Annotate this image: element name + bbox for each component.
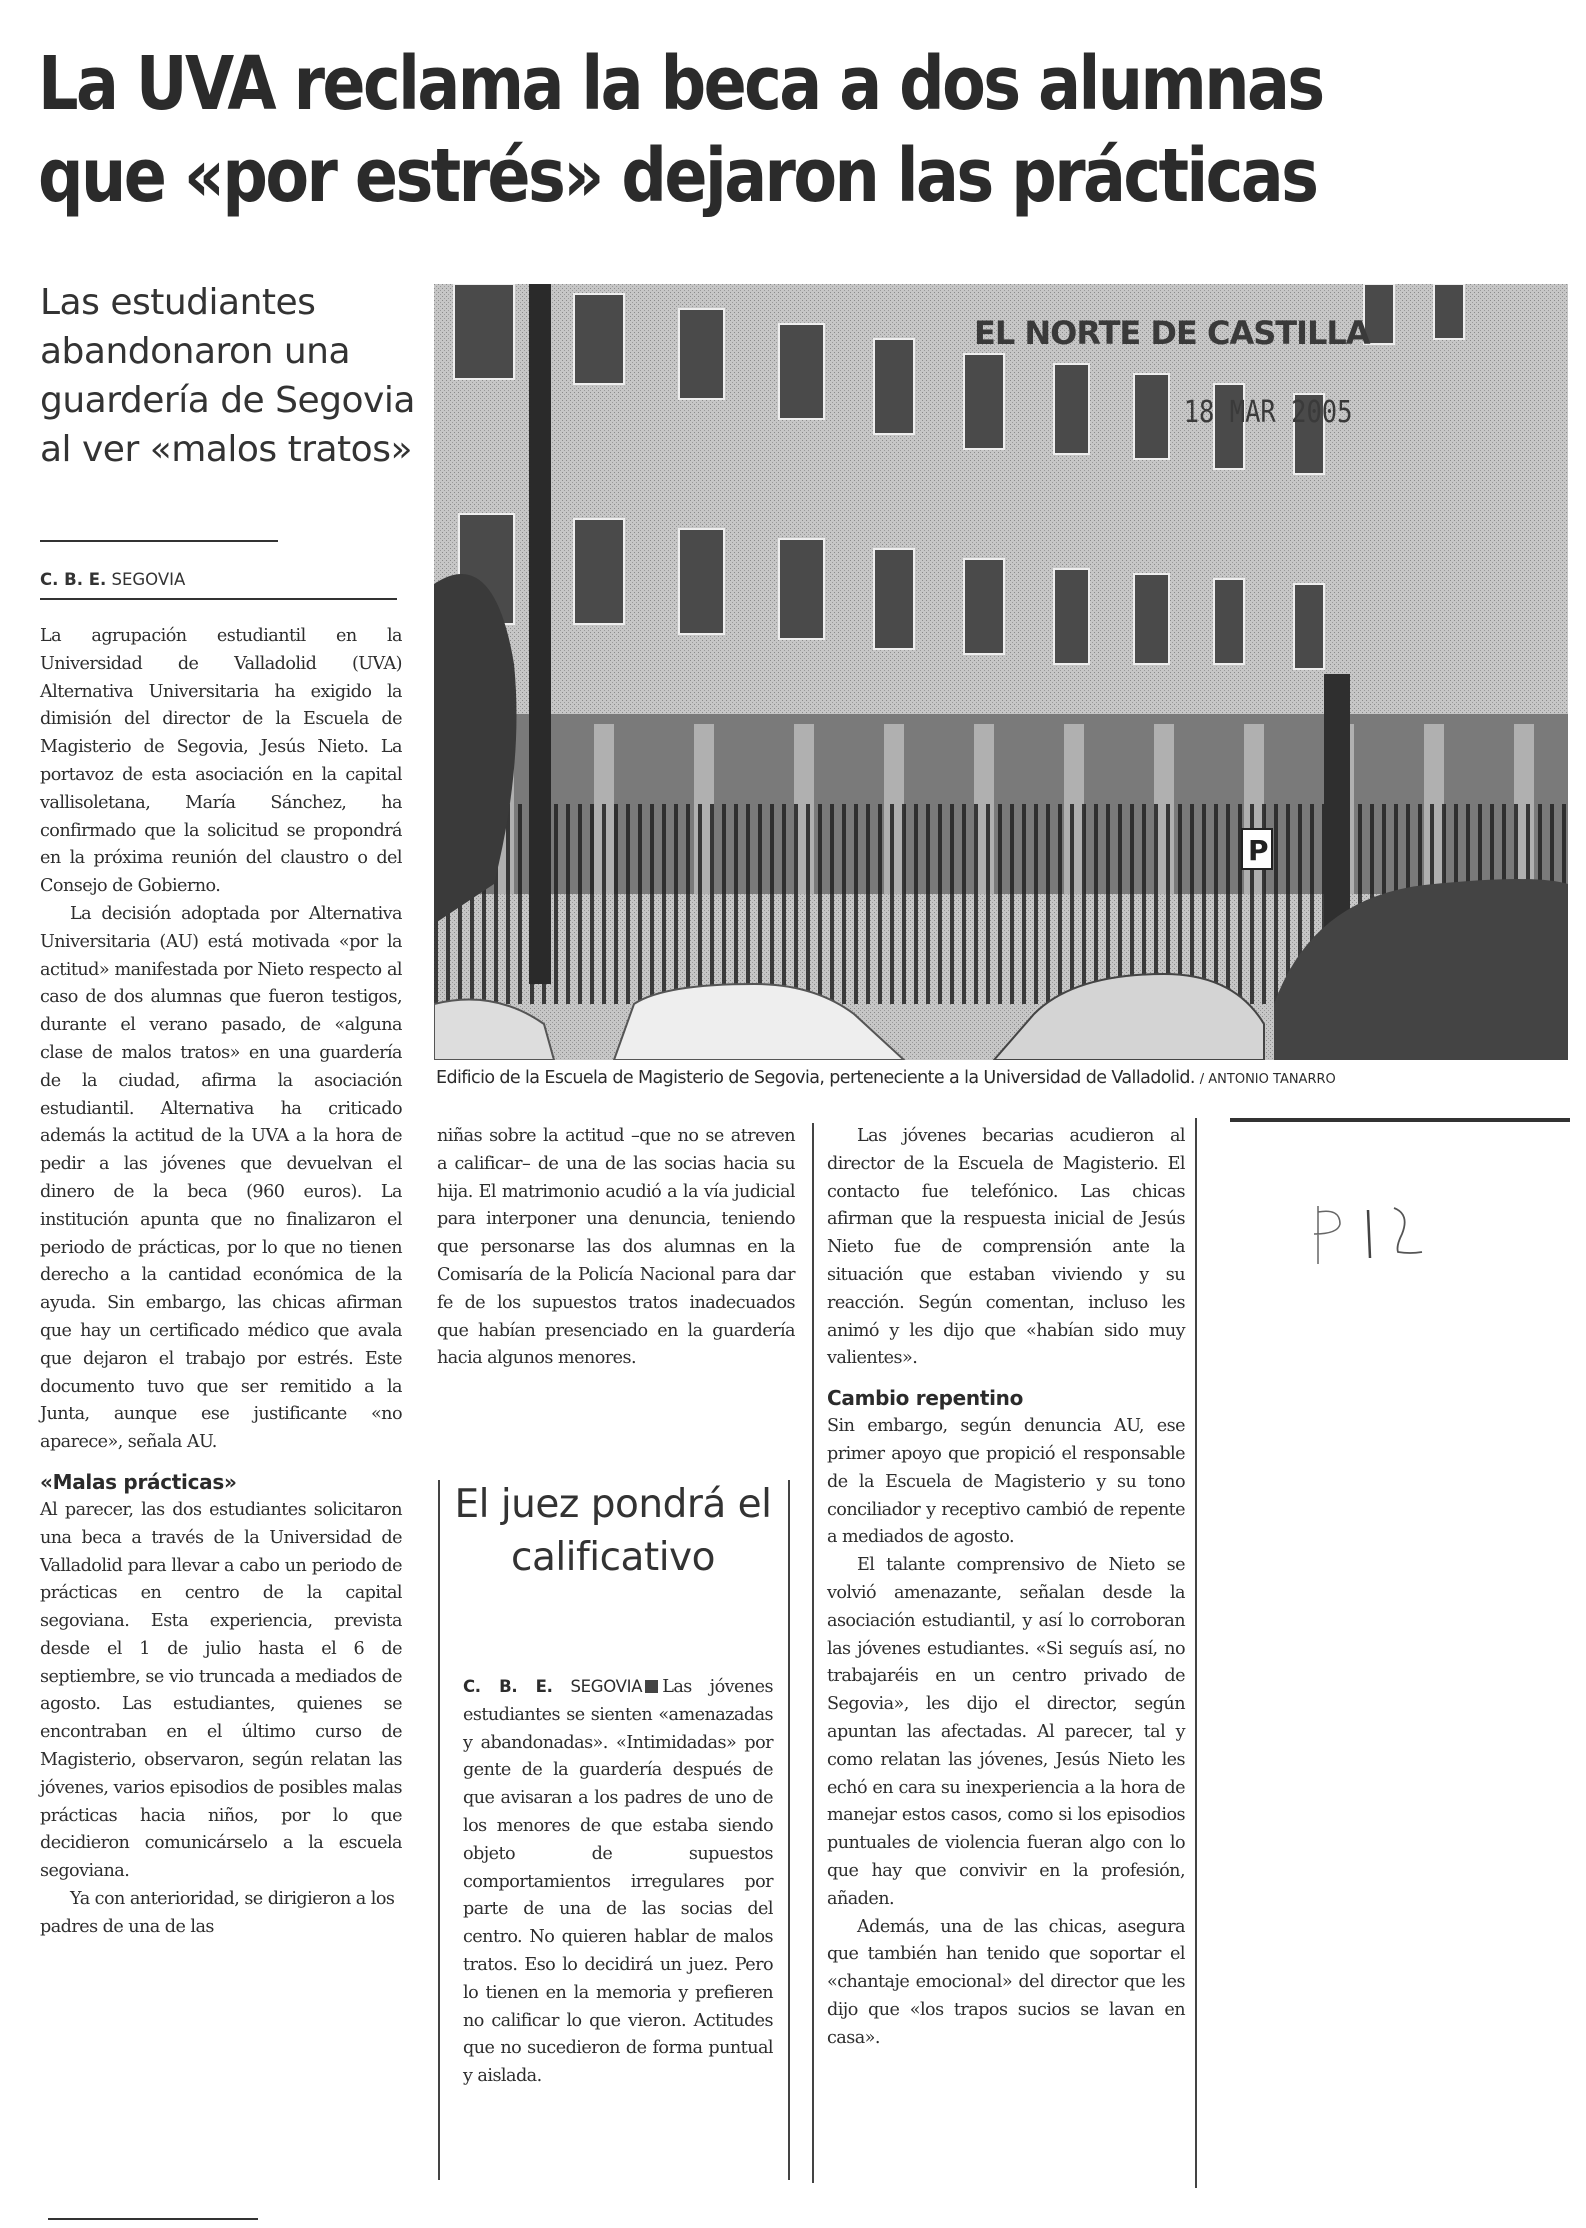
- stamp-masthead: EL NORTE DE CASTILLA: [974, 314, 1370, 352]
- photo-credit: / ANTONIO TANARRO: [1199, 1072, 1336, 1087]
- right-column-divider: [812, 1123, 814, 2183]
- right-column: [827, 1123, 1185, 2053]
- paragraph: Además, una de las chicas, asegura que también han tenido que soportar el «chantaje emocional» del director que les dijo que «los trapos sucios se lavan en casa».: [827, 1916, 1185, 2048]
- stamp-date: 18 MAR 2005: [1183, 393, 1353, 430]
- caption-text: Edificio de la Escuela de Magisterio de Segovia, perteneciente a la Universidad de Valladolid.: [436, 1068, 1195, 1088]
- paragraph: El talante comprensivo de Nieto se volvió amenazante, señalan desde la asociación estudiantil, y así lo corroboran las jóvenes estudiantes. «Si seguís así, no trabajaréis en un centro privado de Segovia», les dijo el director, según apuntan las afectadas. Al parecer, tal y como relatan las jóvenes, Jesús Nieto les echó en cara su inexperiencia a la hora de manejar estos casos, como si los episodios puntuales de violencia fueran algo con lo que hay que convivir en la profesión, añaden.: [827, 1555, 1185, 1909]
- outer-right-divider: [1195, 1118, 1197, 2188]
- lamp-post: [529, 284, 551, 984]
- photo-caption: [436, 1068, 1586, 1088]
- sidebar-byline: [463, 1677, 642, 1696]
- crosshead-malas-practicas: «Malas prácticas»: [40, 1469, 237, 1494]
- sidebar-text: Las jóvenes estudiantes se sienten «amenazadas y abandonadas». «Intimidadas» por gente de la guardería después de que avisaran a los padres de uno de los menores de que estaba siendo objeto de supuestos comportamientos irregulares por parte de una de las socias del centro. No quieren hablar de malos tratos. Eso lo decidirá un juez. Pero lo tienen en la memoria y prefieren no calificar lo que vieron. Actitudes que no sucedieron de forma puntual y aislada.: [463, 1677, 773, 2087]
- building-photo: [434, 284, 1568, 1060]
- footer-rule: [48, 2218, 258, 2220]
- headline: [38, 38, 1345, 222]
- paragraph: Al parecer, las dos estudiantes solicitaron una beca a través de la Universidad de Valladolid para llevar a cabo un periodo de prácticas en centro de la capital segoviana. Esta experiencia, prevista desde el 1 de julio hasta el 6 de septiembre, se vio truncada a mediados de agosto. Las estudiantes, quienes se encontraban en el último curso de Magisterio, observaron, según relatan las jóvenes, varios episodios de posibles malas prácticas hacia niños, por lo que decidieron comunicárselo a la escuela segoviana.: [40, 1499, 402, 1882]
- paragraph: La decisión adoptada por Alternativa Universitaria (AU) está motivada «por la actitud» manifestada por Nieto respecto al caso de dos alumnas que fueron testigos, durante el verano pasado, de «alguna clase de malos tratos» en una guardería de la ciudad, afirma la asociación estudiantil. Alternativa ha criticado además la actitud de la UVA a la hora de pedir a las jóvenes que devuelvan el dinero de la beca (960 euros). La institución apunta que no finalizaron el periodo de prácticas, por lo que no tienen derecho a la cantidad económica de la ayuda. Sin embargo, las chicas afirman que hay un certificado médico que avala que dejaron el trabajo por estrés. Este documento tuvo que ser remitido a la Junta, aunque ese justificante «no aparece», señala AU.: [40, 903, 402, 1453]
- square-bullet-icon: [645, 1680, 658, 1693]
- subheadline-divider: [40, 540, 278, 542]
- byline-divider: [40, 598, 397, 600]
- sidebar-body: [463, 1673, 773, 2091]
- byline-location: SEGOVIA: [111, 570, 186, 589]
- sidebar-byline-location: SEGOVIA: [570, 1677, 643, 1696]
- paragraph: La agrupación estudiantil en la Universidad de Valladolid (UVA) Alternativa Universitaria ha exigido la dimisión del director de la Escuela de Magisterio de Segovia, Jesús Nieto. La portavoz de esta asociación en la capital vallisoletana, María Sánchez, ha confirmado que la solicitud se propondrá en la próxima reunión del claustro o del Consejo de Gobierno.: [40, 626, 402, 897]
- middle-column: [437, 1123, 795, 1373]
- handwritten-p12: [1310, 1200, 1430, 1270]
- left-column: [40, 623, 402, 1942]
- subheadline: Las estudiantes abandonaron una guardería de Segovia al ver «malos tratos»: [40, 282, 415, 470]
- sidebar-right-border: [788, 1480, 790, 2180]
- sidebar-left-border: [438, 1480, 440, 2180]
- byline-author: C. B. E.: [40, 570, 107, 589]
- headline-line-1: La UVA reclama la beca a dos alumnas: [38, 41, 1323, 127]
- svg-text:P: P: [1248, 834, 1269, 867]
- sidebar-paragraph: [463, 1673, 773, 2091]
- top-right-double-rule: [1230, 1118, 1570, 1122]
- paragraph: Sin embargo, según denuncia AU, ese primer apoyo que propició el responsable de la Escuela de Magisterio y su tono conciliador y receptivo cambió de repente a mediados de agosto.: [827, 1416, 1185, 1548]
- photo-illustration: [434, 284, 1568, 1060]
- sidebar-byline-author: C. B. E.: [463, 1677, 553, 1696]
- paragraph: Las jóvenes becarias acudieron al director de la Escuela de Magisterio. El contacto fue telefónico. Las chicas afirman que la respuesta inicial de Jesús Nieto fue de comprensión ante la situación que estaban viviendo y su reacción. Según comentan, incluso les animó y les dijo que «habían sido muy valientes».: [827, 1126, 1185, 1369]
- paragraph: Ya con anterioridad, se dirigieron a los padres de una de las: [40, 1889, 395, 1937]
- handwritten-page-note: [1310, 1200, 1430, 1275]
- paragraph: niñas sobre la actitud –que no se atreven a calificar– de una de las socias hacia su hija. El matrimonio acudió a la vía judicial para interponer una denuncia, teniendo que personarse las dos alumnas en la Comisaría de la Policía Nacional para dar fe de los supuestos tratos inadecuados que habían presenciado en la guardería hacia algunos menores.: [437, 1126, 795, 1369]
- crosshead-cambio-repentino: Cambio repentino: [827, 1386, 1024, 1411]
- headline-line-2: que «por estrés» dejaron las prácticas: [38, 133, 1317, 219]
- byline: [40, 570, 185, 589]
- sidebar-title: El juez pondrá el calificativo: [454, 1482, 772, 1580]
